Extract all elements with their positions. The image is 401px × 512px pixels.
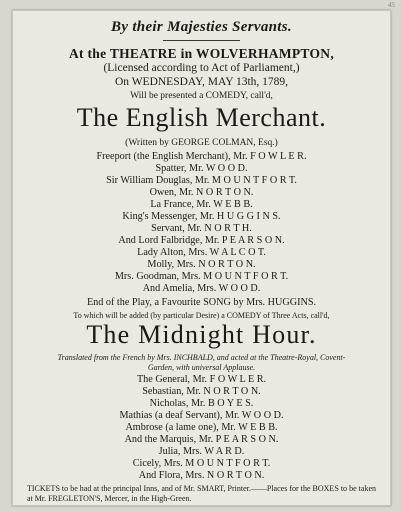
cast-line: Servant, Mr. N O R T H. [151,223,252,234]
cast-line: And Lord Falbridge, Mr. P E A R S O N. [118,235,285,246]
cast-line: King's Messenger, Mr. H U G G I N S. [122,211,281,222]
presented-line: Will be presented a COMEDY, call'd, [130,91,273,101]
cast-line: Mathias (a deaf Servant), Mr. W O O D. [119,410,284,421]
date-line: On WEDNESDAY, MAY 13th, 1789, [114,76,289,88]
cast-line: Lady Alton, Mrs. W A L C O T. [137,247,266,258]
cast-line: Freeport (the English Merchant), Mr. F O W L E R. [96,151,307,162]
cast-line: And Flora, Mrs. N O R T O N. [138,470,265,481]
heading-rule [163,40,240,41]
cast-line: The General, Mr. F O W L E R. [136,374,267,385]
cast-line: Spatter, Mr. W O O D. [155,163,248,174]
cast-line: And the Marquis, Mr. P E A R S O N. [124,434,279,445]
playbill-sheet [12,10,391,506]
theatre-line: At the THEATRE in WOLVERHAMPTON, [68,46,335,61]
cast-line: Owen, Mr. N O R T O N. [149,187,254,198]
cast-line: And Amelia, Mrs. W O O D. [142,283,261,294]
translated-line: Translated from the French by Mrs. INCHBALD, and acted at the Theatre-Royal, Covent- [57,353,346,362]
song-line: End of the Play, a Favourite SONG by Mrs. HUGGINS. [86,297,317,308]
license-line: (Licensed according to Act of Parliament,) [103,62,300,74]
author-line: (Written by GEORGE COLMAN, Esq.) [125,138,278,148]
cast-line: Mrs. Goodman, Mrs. M O U N T F O R T. [114,271,289,282]
company-heading: By their Majesties Servants. [111,19,292,35]
archive-number: 45 [388,1,395,9]
cast-line: Molly, Mrs. N O R T O N. [147,259,256,270]
cast-line: La France, Mr. W E B B. [150,199,253,210]
tickets-footer: TICKETS to be had at the principal Inns, and of Mr. SMART, Printer.——Places for the BOXES to be taken at Mr. FREGLETON'S, Mercer, in the High-Green. [27,484,376,503]
cast-line: Sir William Douglas, Mr. M O U N T F O R T. [106,175,297,186]
cast-line: Sebastian, Mr. N O R T O N. [142,386,261,397]
play-title: The English Merchant. [76,103,327,132]
cast-line: Cicely, Mrs. M O U N T F O R T. [132,458,271,469]
cast-line: Ambrose (a lame one), Mr. W E B B. [125,422,278,433]
translated-line: Garden, with universal Applause. [147,363,256,372]
cast-line: Julia, Mrs. W A R D. [158,446,245,457]
afterpiece-intro: To which will be added (by particular Desire) a COMEDY of Three Acts, call'd, [73,311,330,320]
afterpiece-title: The Midnight Hour. [86,320,317,349]
cast-line: Nicholas, Mr. B O Y E S. [149,398,254,409]
